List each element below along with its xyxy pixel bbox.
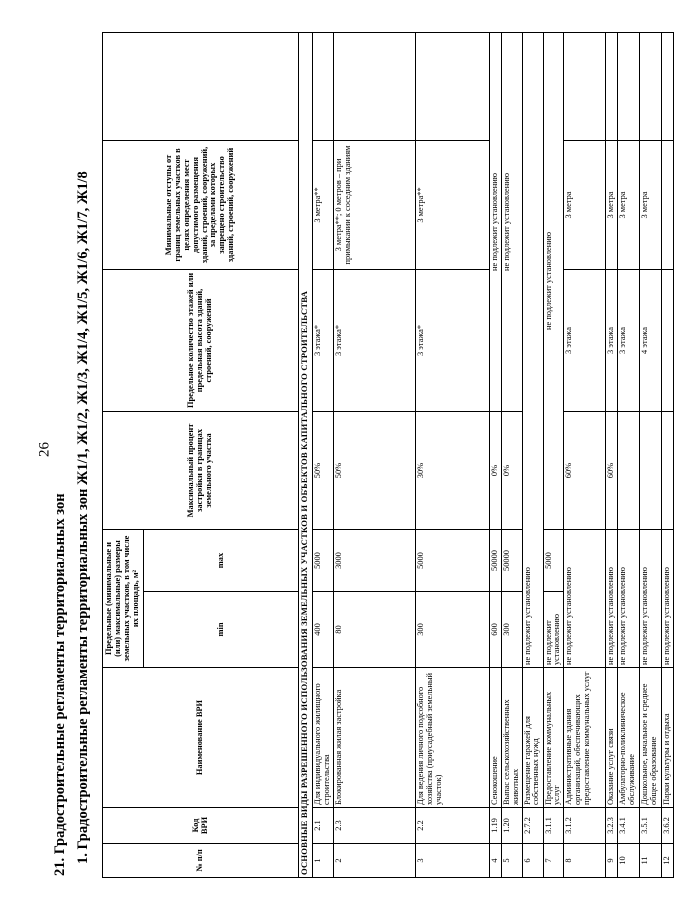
table-row <box>522 33 543 878</box>
cell-extra <box>564 33 606 141</box>
cell-name: Размещение гаражей для собственных нужд <box>522 668 543 808</box>
table-row <box>313 33 334 878</box>
cell-floors: 3 этажа <box>564 270 606 412</box>
cell-name: Для индивидуального жилищного строительства <box>313 668 334 808</box>
cell-code: 2.2 <box>415 808 489 844</box>
table-row <box>564 33 606 878</box>
cell-num: 12 <box>662 844 674 878</box>
cell-num: 6 <box>522 844 543 878</box>
cell-floors: 3 этажа* <box>415 270 489 412</box>
cell-max: 5000 <box>415 530 489 592</box>
cell-setback: 3 метра <box>606 141 618 270</box>
cell-code: 3.6.2 <box>662 808 674 844</box>
header-max: max <box>144 530 299 592</box>
cell-name: Оказание услуг связи <box>606 668 618 808</box>
table-row <box>415 33 489 878</box>
header-min: min <box>144 592 299 668</box>
cell-floors <box>662 270 674 412</box>
header-name: Наименование ВРИ <box>103 668 299 808</box>
cell-extra <box>606 33 618 141</box>
cell-setback: 3 метра <box>564 141 606 270</box>
cell-not-established: не подлежит установлению <box>501 33 522 412</box>
cell-name: Парки культуры и отдыха <box>662 668 674 808</box>
table-row <box>662 33 674 878</box>
cell-setback: 3 метра <box>640 141 662 270</box>
cell-code: 3.4.1 <box>618 808 640 844</box>
regulations-table-wrap <box>102 33 674 878</box>
cell-setback: 3 метра**; 0 метров – при примыкании к соседним зданиям <box>333 141 415 270</box>
cell-code: 3.5.1 <box>640 808 662 844</box>
cell-max: 3000 <box>333 530 415 592</box>
cell-extra <box>618 33 640 141</box>
cell-setback: 3 метра** <box>415 141 489 270</box>
header-extra <box>103 33 299 141</box>
cell-floors: 3 этажа <box>606 270 618 412</box>
table-row <box>543 33 564 878</box>
cell-percent <box>662 412 674 530</box>
cell-percent: 30% <box>415 412 489 530</box>
cell-percent <box>640 412 662 530</box>
cell-percent: 50% <box>333 412 415 530</box>
cell-name: Для ведения личного подсобного хозяйства (приусадебный земельный участок) <box>415 668 489 808</box>
cell-num: 9 <box>606 844 618 878</box>
header-row <box>103 33 144 878</box>
header-num: № п/п <box>103 844 299 878</box>
cell-min: 300 <box>415 592 489 668</box>
cell-name: Сенокошение <box>489 668 501 808</box>
cell-code: 3.1.2 <box>564 808 606 844</box>
regulations-table <box>102 32 674 878</box>
cell-extra <box>313 33 334 141</box>
cell-percent: 60% <box>606 412 618 530</box>
section-row <box>299 33 313 878</box>
cell-floors: 3 этажа* <box>333 270 415 412</box>
cell-num: 11 <box>640 844 662 878</box>
cell-not-established: не подлежит установлению <box>489 33 501 412</box>
cell-floors: 3 этажа* <box>313 270 334 412</box>
cell-min: 600 <box>489 592 501 668</box>
cell-percent: 60% <box>564 412 606 530</box>
cell-num: 3 <box>415 844 489 878</box>
cell-max: 5000 <box>543 530 564 592</box>
cell-min: 300 <box>501 592 522 668</box>
section-label: ОСНОВНЫЕ ВИДЫ РАЗРЕШЕННОГО ИСПОЛЬЗОВАНИЯ ЗЕМЕЛЬНЫХ УЧАСТКОВ И ОБЪЕКТОВ КАПИТАЛЬНОГО СТРОИТЕЛЬСТВА <box>299 33 313 878</box>
table-row <box>606 33 618 878</box>
table-row <box>618 33 640 878</box>
cell-extra <box>662 33 674 141</box>
page-number: 26 <box>36 442 53 457</box>
cell-percent: 0% <box>489 412 501 530</box>
cell-size: не подлежит установлению <box>662 530 674 668</box>
header-floors: Предельное количество этажей или предельная высота зданий, строений, сооружений <box>103 270 299 412</box>
cell-max: 50000 <box>489 530 501 592</box>
section-title: 21. Градостроительные регламенты территориальных зон <box>52 493 68 876</box>
cell-min: 400 <box>313 592 334 668</box>
cell-num: 4 <box>489 844 501 878</box>
cell-code: 2.1 <box>313 808 334 844</box>
table-row <box>489 33 501 878</box>
cell-code: 1.19 <box>489 808 501 844</box>
cell-code: 2.3 <box>333 808 415 844</box>
cell-not-established: не подлежит установлению <box>522 33 543 668</box>
cell-name: Предоставление коммунальных услуг <box>543 668 564 808</box>
cell-floors: 3 этажа <box>618 270 640 412</box>
cell-not-established: не подлежит установлению <box>543 33 564 530</box>
cell-num: 5 <box>501 844 522 878</box>
cell-size: не подлежит установлению <box>640 530 662 668</box>
cell-size: не подлежит установлению <box>618 530 640 668</box>
cell-size: не подлежит установлению <box>564 530 606 668</box>
cell-code: 3.2.3 <box>606 808 618 844</box>
table-row <box>640 33 662 878</box>
cell-percent: 0% <box>501 412 522 530</box>
cell-num: 1 <box>313 844 334 878</box>
cell-num: 10 <box>618 844 640 878</box>
document-title: 1. Градостроительные регламенты территориальных зон Ж1/1, Ж1/2, Ж1/3, Ж1/4, Ж1/5, Ж1/6, Ж1/7, Ж1/8 <box>75 171 91 864</box>
cell-num: 8 <box>564 844 606 878</box>
cell-extra <box>415 33 489 141</box>
cell-name: Блокированная жилая застройка <box>333 668 415 808</box>
cell-size: не подлежит установлению <box>606 530 618 668</box>
cell-num: 2 <box>333 844 415 878</box>
cell-setback: 3 метра <box>618 141 640 270</box>
header-setback: Минимальные отступы от границ земельных участков в целях определения мест допустимого размещения зданий, строений, сооружений, за пределами которых запрещено строительство зданий, строений, сооружений <box>103 141 299 270</box>
cell-code: 2.7.2 <box>522 808 543 844</box>
header-percent: Максимальный процент застройки в границах земельного участка <box>103 412 299 530</box>
cell-name: Амбулаторно-поликлиническое обслуживание <box>618 668 640 808</box>
cell-percent <box>618 412 640 530</box>
cell-min: 80 <box>333 592 415 668</box>
cell-name: Дошкольное, начальное и среднее общее образование <box>640 668 662 808</box>
cell-extra <box>640 33 662 141</box>
cell-percent: 50% <box>313 412 334 530</box>
cell-code: 1.20 <box>501 808 522 844</box>
table-row <box>333 33 415 878</box>
cell-min: не подлежит установлению <box>543 592 564 668</box>
cell-name: Административные здания организаций, обеспечивающих предоставление коммунальных услуг <box>564 668 606 808</box>
cell-max: 50000 <box>501 530 522 592</box>
cell-floors: 4 этажа <box>640 270 662 412</box>
header-code: Код ВРИ <box>103 808 299 844</box>
cell-max: 5000 <box>313 530 334 592</box>
table-row <box>501 33 522 878</box>
cell-extra <box>333 33 415 141</box>
cell-name: Выпас сельскохозяйственных животных <box>501 668 522 808</box>
rotated-page <box>0 26 672 878</box>
cell-code: 3.1.1 <box>543 808 564 844</box>
cell-setback: 3 метра** <box>313 141 334 270</box>
cell-setback <box>662 141 674 270</box>
cell-num: 7 <box>543 844 564 878</box>
header-size-group: Предельные (минимальные и (или) максимальные) размеры земельных участков, в том числе их площадь, м² <box>103 530 144 668</box>
